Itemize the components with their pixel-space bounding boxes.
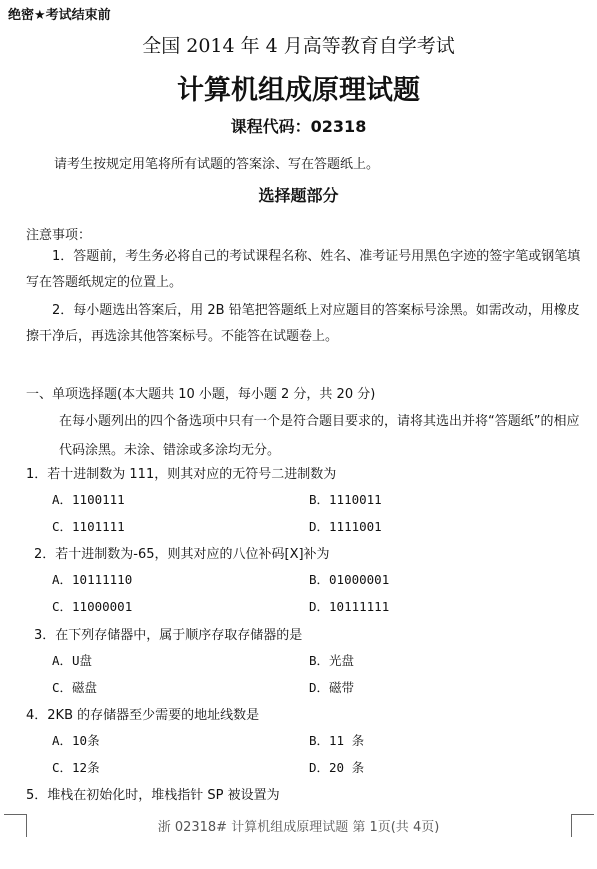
q1-option-a: A．1100111 <box>52 492 125 507</box>
q4-option-a: A．10条 <box>52 733 100 748</box>
q2-option-a: A．10111110 <box>52 572 133 587</box>
q3-option-b: B．光盘 <box>309 653 355 668</box>
question-4: 4．2KB 的存储器至少需要的地址线数是 <box>26 708 260 723</box>
q1-option-d: D．1111001 <box>309 519 382 534</box>
instruction: 请考生按规定用笔将所有试题的答案涂、写在答题纸上。 <box>54 157 380 172</box>
question-3: 3．在下列存储器中，属于顺序存取存储器的是 <box>34 628 303 643</box>
question-5: 5．堆栈在初始化时，堆栈指针 SP 被设置为 <box>26 788 280 803</box>
page-footer: 浙 02318# 计算机组成原理试题 第 1页(共 4页) <box>157 820 440 835</box>
question-1: 1．若十进制数为 111，则其对应的无符号二进制数为 <box>26 467 337 482</box>
notes-title: 注意事项： <box>26 228 92 243</box>
secret-mark: 绝密★考试结束前 <box>8 8 111 23</box>
section1-description: 在每小题列出的四个备选项中只有一个是符合题目要求的，请将其选出并将“答题纸”的相应代码涂黑。未涂、错涂或多涂均无分。 <box>59 414 580 458</box>
q2-option-c: C．11000001 <box>52 599 133 614</box>
q2-option-b: B．01000001 <box>309 572 390 587</box>
q4-option-b: B．11 条 <box>309 733 365 748</box>
q3-option-a: A．U盘 <box>52 653 93 668</box>
section1-heading: 一、单项选择题(本大题共 10 小题，每小题 2 分，共 20 分) <box>26 387 376 402</box>
page-title: 计算机组成原理试题 <box>177 75 420 106</box>
q2-option-d: D．10111111 <box>309 599 390 614</box>
q3-option-d: D．磁带 <box>309 680 355 695</box>
q1-option-c: C．1101111 <box>52 519 125 534</box>
note-item-2-text: 2．每小题选出答案后，用 2B 铅笔把答题纸上对应题目的答案标号涂黑。如需改动，用橡皮擦干净后，再选涂其他答案标号。不能答在试题卷上。 <box>26 303 580 344</box>
question-2: 2．若十进制数为-65，则其对应的八位补码[X]补为 <box>34 547 330 562</box>
note-item-2 <box>26 298 581 350</box>
q4-option-d: D．20 条 <box>309 760 365 775</box>
section-heading: 选择题部分 <box>258 186 339 205</box>
q1-option-b: B．1110011 <box>309 492 382 507</box>
q3-option-c: C．磁盘 <box>52 680 98 695</box>
note-item-1-text: 1．答题前，考生务必将自己的考试课程名称、姓名、准考证号用黑色字迹的签字笔或钢笔填写在答题纸规定的位置上。 <box>26 249 581 290</box>
q4-option-c: C．12条 <box>52 760 100 775</box>
note-item-1 <box>26 244 581 296</box>
course-code: 课程代码：02318 <box>230 117 367 136</box>
exam-line: 全国 2014 年 4 月高等教育自学考试 <box>142 35 455 57</box>
